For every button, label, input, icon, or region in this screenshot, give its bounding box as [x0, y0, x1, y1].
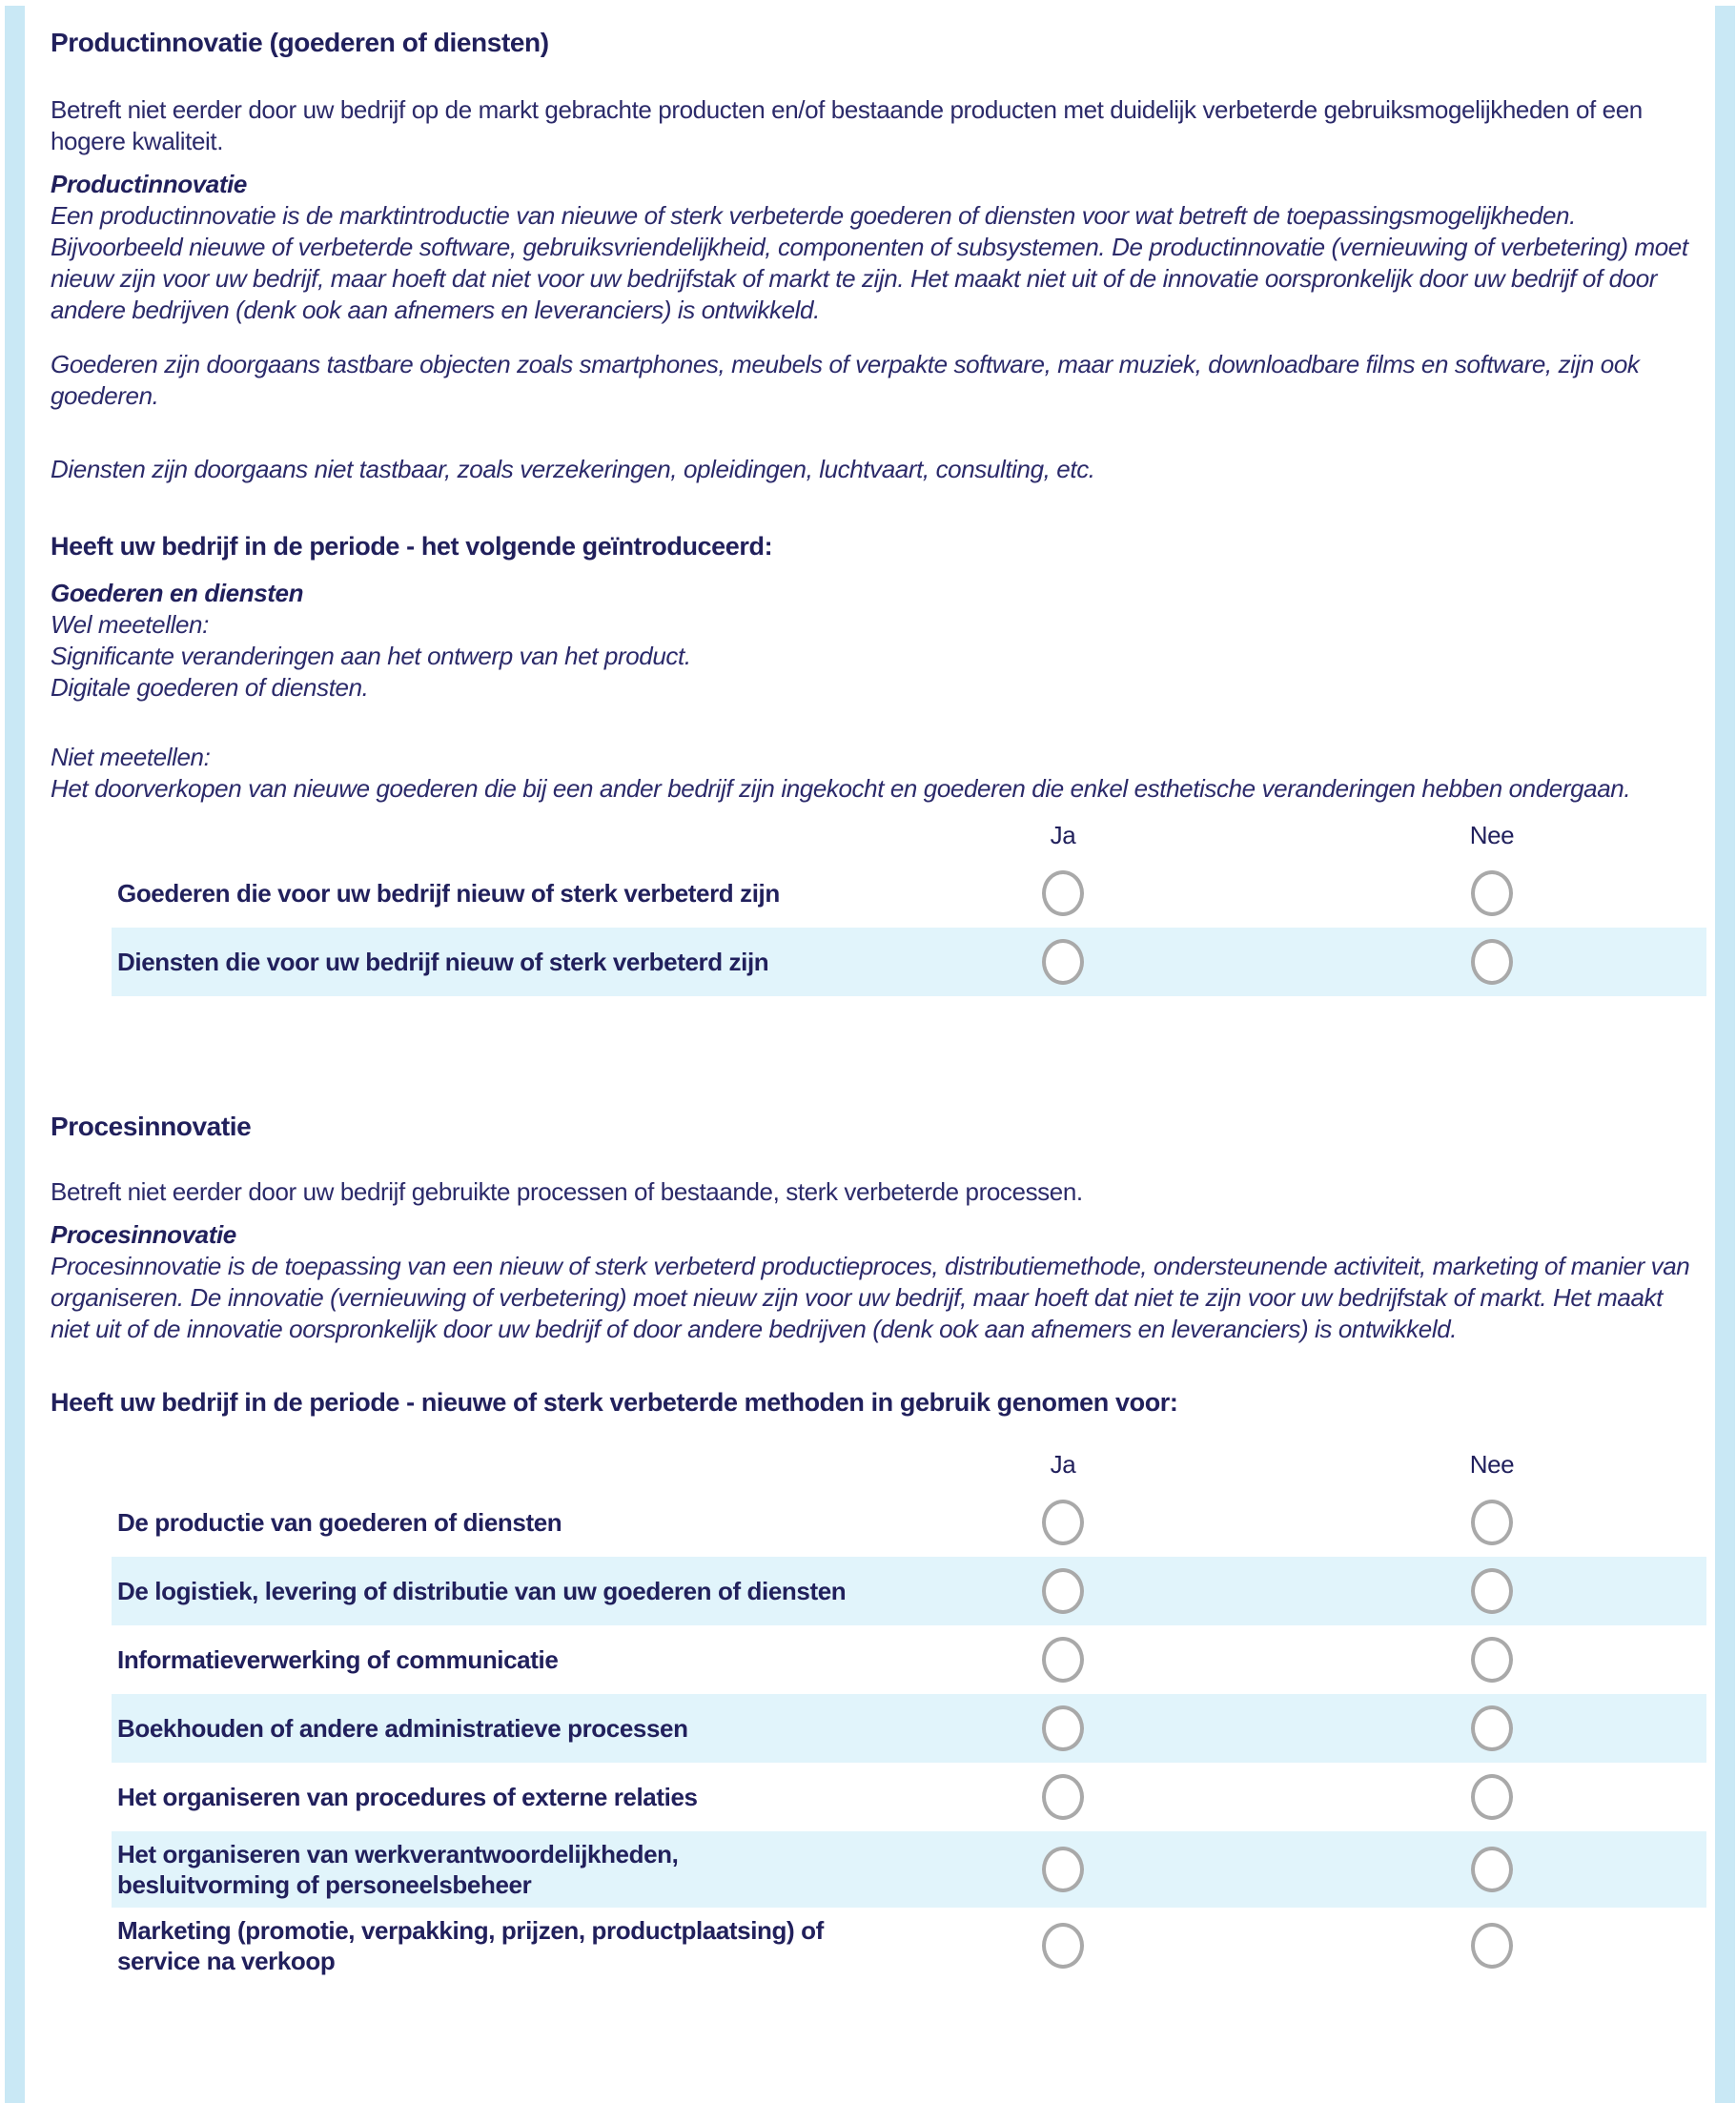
radio-nee[interactable]: [1471, 1923, 1513, 1969]
header-spacer: [112, 820, 848, 851]
radio-ja[interactable]: [1042, 1705, 1084, 1751]
goods-services-subblock: [51, 578, 1706, 704]
row-label: Marketing (promotie, verpakking, prijzen, productplaatsing) of service na verkoop: [117, 1916, 824, 1975]
radio-nee[interactable]: [1471, 1568, 1513, 1614]
radio-nee[interactable]: [1471, 870, 1513, 916]
ja-cell: [848, 1847, 1277, 1892]
nee-cell: [1277, 1705, 1706, 1751]
ja-cell: [848, 1705, 1277, 1751]
section-gap: [51, 996, 1706, 1111]
radio-ja[interactable]: [1042, 1923, 1084, 1969]
ja-cell: [848, 1568, 1277, 1614]
table-row: [112, 859, 1706, 928]
table-row: [112, 1763, 1706, 1831]
radio-ja[interactable]: [1042, 939, 1084, 985]
process-definition-block: [51, 1219, 1706, 1345]
radio-nee[interactable]: [1471, 1637, 1513, 1683]
process-table-rows: [112, 1488, 1706, 1984]
services-note: Diensten zijn doorgaans niet tastbaar, zoals verzekeringen, opleidingen, luchtvaart, consulting, etc.: [51, 455, 1095, 483]
product-table-rows: [112, 859, 1706, 996]
row-label: Diensten die voor uw bedrijf nieuw of sterk verbeterd zijn: [117, 948, 769, 976]
header-spacer: [112, 1449, 848, 1480]
exclude-text: Het doorverkopen van nieuwe goederen die bij een ander bedrijf zijn ingekocht en goederen die enkel esthetische veranderingen hebben ondergaan.: [51, 774, 1631, 803]
exclude-label: Niet meetellen:: [51, 743, 211, 771]
process-table-header: [112, 1447, 1706, 1488]
product-definition-title: Productinnovatie: [51, 170, 247, 198]
include-label: Wel meetellen:: [51, 610, 209, 639]
radio-ja[interactable]: [1042, 1568, 1084, 1614]
nee-cell: [1277, 1774, 1706, 1820]
radio-ja[interactable]: [1042, 1500, 1084, 1545]
row-label: Het organiseren van procedures of externe relaties: [117, 1783, 698, 1811]
nee-cell: [1277, 1500, 1706, 1545]
include-item: Significante veranderingen aan het ontwerp van het product.: [51, 642, 691, 670]
table-row: [112, 1908, 1706, 1984]
product-question-table: [112, 818, 1706, 996]
product-table-header: [112, 818, 1706, 859]
column-header-nee: Nee: [1469, 1450, 1515, 1479]
ja-cell: [848, 1637, 1277, 1683]
radio-nee[interactable]: [1471, 1774, 1513, 1820]
row-label: De productie van goederen of diensten: [117, 1508, 562, 1537]
row-label: Het organiseren van werkverantwoordelijkheden, besluitvorming of personeelsbeheer: [117, 1840, 679, 1899]
row-label: De logistiek, levering of distributie van uw goederen of diensten: [117, 1577, 847, 1605]
table-row: [112, 1831, 1706, 1908]
ja-cell: [848, 939, 1277, 985]
nee-cell: [1277, 939, 1706, 985]
form-content: [51, 0, 1706, 1984]
exclude-block: [51, 742, 1706, 805]
process-definition-text: Procesinnovatie is de toepassing van een nieuw of sterk verbeterd productieproces, distributiemethode, ondersteunende activiteit, marketing of manier van organiseren. De innovatie (vernieuwing of verbetering) moet nieuw zijn voor uw bedrijf, maar hoeft dat niet te zijn voor uw bedrijfstak of markt. Het maakt niet uit of de innovatie oorspronkelijk door uw bedrijf of door andere bedrijven (denk ook aan afnemers en leveranciers) is ontwikkeld.: [51, 1252, 1690, 1343]
radio-nee[interactable]: [1471, 1705, 1513, 1751]
table-row: [112, 1557, 1706, 1625]
page-frame-right: [1715, 6, 1735, 2103]
radio-ja[interactable]: [1042, 1637, 1084, 1683]
process-section-title: Procesinnovatie: [51, 1112, 252, 1141]
product-definition-text: Een productinnovatie is de marktintroductie van nieuwe of sterk verbeterde goederen of diensten voor wat betreft de toepassingsmogelijkheden. Bijvoorbeeld nieuwe of verbeterde software, gebruiksvriendelijkheid, componenten of subsystemen. De productinnovatie (vernieuwing of verbetering) moet nieuw zijn voor uw bedrijf, maar hoeft dat niet voor uw bedrijfstak of markt te zijn. Het maakt niet uit of de innovatie oorspronkelijk door uw bedrijf of door andere bedrijven (denk ook aan afnemers en leveranciers) is ontwikkeld.: [51, 201, 1688, 324]
row-label: Informatieverwerking of communicatie: [117, 1645, 559, 1674]
table-row: [112, 1694, 1706, 1763]
radio-ja[interactable]: [1042, 1847, 1084, 1892]
ja-cell: [848, 1500, 1277, 1545]
process-definition-title: Procesinnovatie: [51, 1220, 236, 1249]
nee-cell: [1277, 1637, 1706, 1683]
ja-cell: [848, 1923, 1277, 1969]
table-row: [112, 1625, 1706, 1694]
row-label: Boekhouden of andere administratieve processen: [117, 1714, 688, 1743]
column-header-ja: Ja: [1050, 821, 1076, 849]
row-label: Goederen die voor uw bedrijf nieuw of sterk verbeterd zijn: [117, 879, 780, 908]
page-frame-left: [5, 6, 25, 2103]
radio-ja[interactable]: [1042, 1774, 1084, 1820]
process-question: Heeft uw bedrijf in de periode - nieuwe of sterk verbeterde methoden in gebruik genomen voor:: [51, 1388, 1178, 1417]
goods-services-subheading: Goederen en diensten: [51, 579, 304, 607]
goods-note: Goederen zijn doorgaans tastbare objecten zoals smartphones, meubels of verpakte software, maar muziek, downloadbare films en software, zijn ook goederen.: [51, 350, 1640, 410]
column-header-nee: Nee: [1469, 821, 1515, 849]
nee-cell: [1277, 1568, 1706, 1614]
product-intro-text: Betreft niet eerder door uw bedrijf op de markt gebrachte producten en/of bestaande producten met duidelijk verbeterde gebruiksmogelijkheden of een hogere kwaliteit.: [51, 95, 1643, 155]
product-section-title: Productinnovatie (goederen of diensten): [51, 28, 549, 57]
column-header-ja: Ja: [1050, 1450, 1076, 1479]
radio-ja[interactable]: [1042, 870, 1084, 916]
nee-cell: [1277, 1923, 1706, 1969]
product-question: Heeft uw bedrijf in de periode - het volgende geïntroduceerd:: [51, 532, 773, 561]
radio-nee[interactable]: [1471, 939, 1513, 985]
process-question-table: [112, 1447, 1706, 1984]
nee-cell: [1277, 1847, 1706, 1892]
radio-nee[interactable]: [1471, 1847, 1513, 1892]
radio-nee[interactable]: [1471, 1500, 1513, 1545]
table-row: [112, 928, 1706, 996]
ja-cell: [848, 870, 1277, 916]
nee-cell: [1277, 870, 1706, 916]
ja-cell: [848, 1774, 1277, 1820]
process-intro-text: Betreft niet eerder door uw bedrijf gebruikte processen of bestaande, sterk verbeterde processen.: [51, 1177, 1083, 1206]
table-row: [112, 1488, 1706, 1557]
include-item: Digitale goederen of diensten.: [51, 673, 369, 702]
product-definition-block: [51, 169, 1706, 326]
